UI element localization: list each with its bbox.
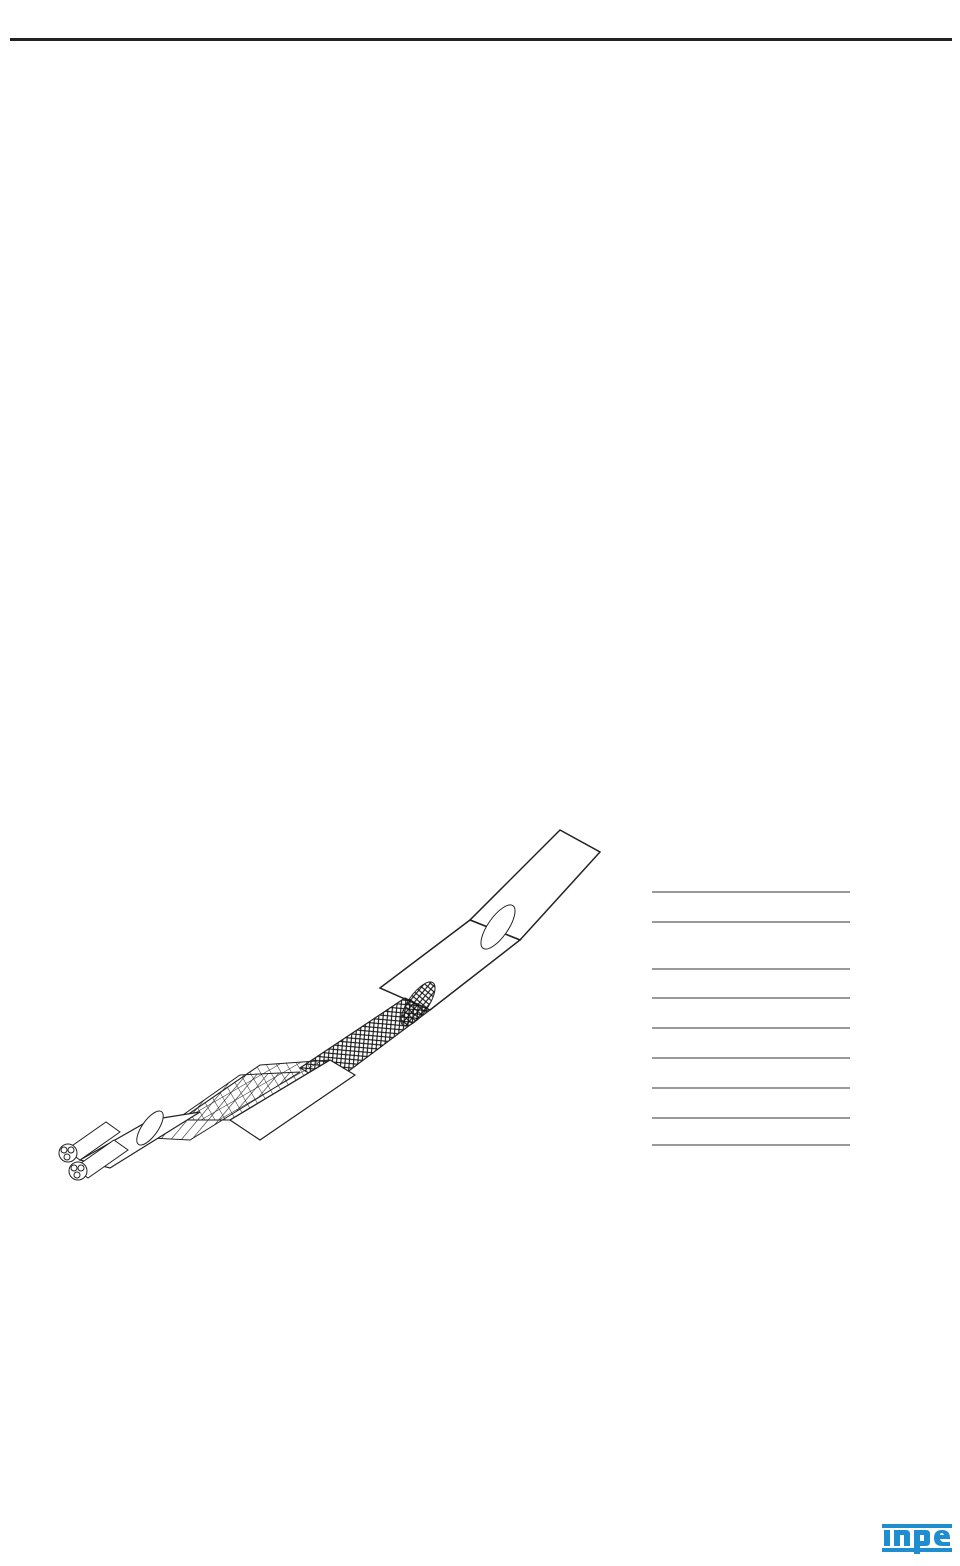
inpe-logo [880, 1518, 954, 1558]
conductor-wires [59, 1122, 128, 1180]
cable-illustration [0, 820, 960, 1200]
header-rule [10, 38, 952, 41]
